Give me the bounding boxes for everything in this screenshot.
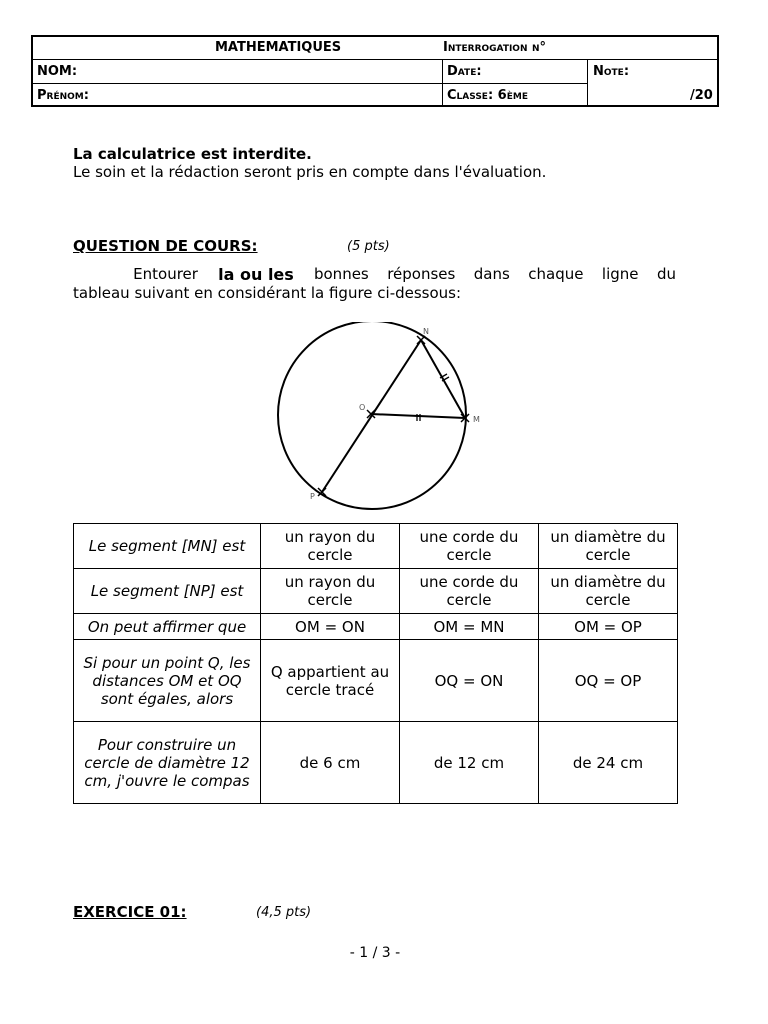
answer-option[interactable]: de 24 cm [539, 722, 678, 804]
answer-option[interactable]: une corde du cercle [400, 569, 539, 614]
answer-option[interactable]: un rayon du cercle [261, 569, 400, 614]
answer-option[interactable]: OM = MN [400, 614, 539, 640]
prenom-label: Prénom: [37, 88, 89, 103]
row-label: Le segment [MN] est [74, 524, 261, 569]
exercise-points: (4,5 pts) [256, 905, 312, 920]
circle-figure [270, 322, 490, 512]
interrogation-label: Interrogation n° [443, 40, 547, 55]
row-label: Le segment [NP] est [74, 569, 261, 614]
answer-option[interactable]: une corde du cercle [400, 524, 539, 569]
note-label: Note: [593, 64, 630, 79]
nom-label: NOM: [37, 64, 78, 79]
answer-option[interactable]: OQ = OP [539, 640, 678, 722]
label-n: N [423, 327, 429, 336]
label-m: M [473, 415, 480, 424]
question-points: (5 pts) [347, 239, 390, 254]
label-o: O [359, 403, 366, 412]
answer-option[interactable]: Q appartient au cercle tracé [261, 640, 400, 722]
table-row [74, 524, 678, 569]
question-title: QUESTION DE COURS: [73, 237, 258, 255]
classe-label: Classe: 6ème [447, 88, 528, 103]
exercise-title: EXERCICE 01: [73, 903, 187, 921]
segment-om [371, 414, 465, 418]
answer-option[interactable]: OM = ON [261, 614, 400, 640]
row-label: On peut affirmer que [74, 614, 261, 640]
care-note: Le soin et la rédaction seront pris en compte dans l'évaluation. [73, 163, 547, 181]
subject-title: MATHEMATIQUES [215, 40, 342, 55]
header-divider [33, 83, 588, 84]
answer-table [73, 523, 678, 804]
header-divider [442, 59, 443, 105]
table-row [74, 722, 678, 804]
page-number: - 1 / 3 - [349, 945, 401, 961]
instruction-word: Entourer [133, 265, 198, 283]
table-row [74, 614, 678, 640]
score-label: /20 [690, 88, 713, 103]
answer-option[interactable]: OM = OP [539, 614, 678, 640]
header-box [31, 35, 719, 107]
row-label: Pour construire un cercle de diamètre 12 cm, j'ouvre le compas [74, 722, 261, 804]
table-row [74, 569, 678, 614]
answer-option[interactable]: un rayon du cercle [261, 524, 400, 569]
label-p: P [310, 492, 315, 501]
answer-option[interactable]: de 12 cm [400, 722, 539, 804]
instruction-bold: la ou les [218, 265, 294, 284]
date-label: Date: [447, 64, 482, 79]
answer-option[interactable]: de 6 cm [261, 722, 400, 804]
header-divider [587, 59, 588, 105]
answer-option[interactable]: un diamètre du cercle [539, 524, 678, 569]
instruction-rest: bonnes réponses dans chaque ligne du [313, 265, 676, 283]
calculator-rule: La calculatrice est interdite. [73, 145, 312, 163]
question-instruction [73, 265, 676, 303]
header-divider [33, 59, 717, 60]
instruction-line2: tableau suivant en considérant la figure ci-dessous: [73, 284, 462, 302]
row-label: Si pour un point Q, les distances OM et OQ sont égales, alors [74, 640, 261, 722]
answer-option[interactable]: OQ = ON [400, 640, 539, 722]
table-row [74, 640, 678, 722]
answer-option[interactable]: un diamètre du cercle [539, 569, 678, 614]
